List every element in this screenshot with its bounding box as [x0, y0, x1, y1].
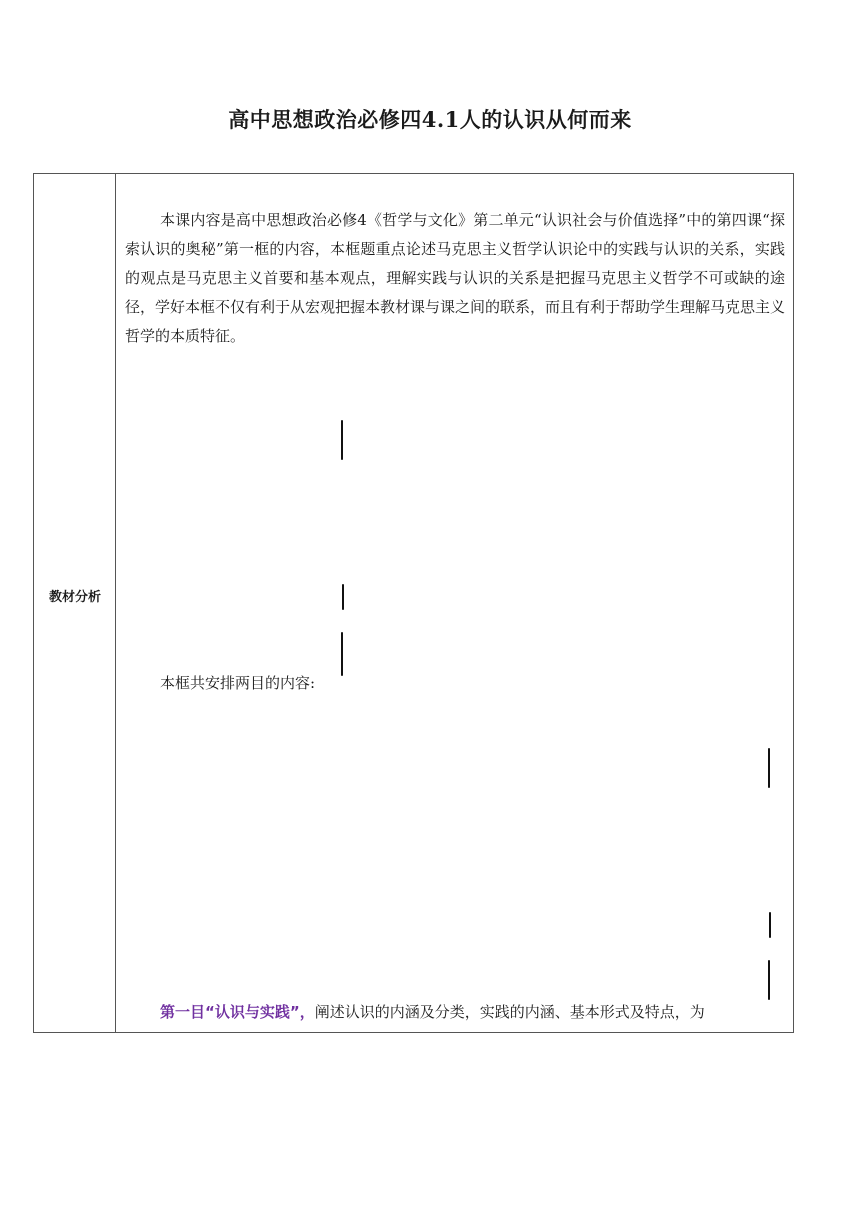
- content-cell: [116, 174, 793, 1032]
- diagram-placeholder-mark: [342, 584, 344, 610]
- intro-paragraph: 本课内容是高中思想政治必修4《哲学与文化》第二单元“认识社会与价值选择”中的第四课“探索认识的奥秘”第一框的内容，本框题重点论述马克思主义哲学认识论中的实践与认识的关系，实践的观点是马克思主义首要和基本观点，理解实践与认识的关系是把握马克思主义哲学不可或缺的途径，学好本框不仅有利于从宏观把握本教材课与课之间的联系，而且有利于帮助学生理解马克思主义哲学的本质特征。: [125, 211, 786, 345]
- first-item-heading: 第一目“认识与实践”，: [160, 1003, 315, 1021]
- diagram-placeholder-mark: [768, 748, 770, 788]
- row-label: 教材分析: [48, 590, 101, 605]
- arrangement-paragraph: 本框共安排两目的内容:: [160, 674, 316, 692]
- diagram-placeholder-mark: [769, 912, 771, 938]
- page-title: 高中思想政治必修四4.1人的认识从何而来: [228, 107, 632, 132]
- diagram-placeholder-mark: [341, 420, 343, 460]
- row-label-cell: [34, 174, 116, 1032]
- lesson-table: [33, 173, 794, 1033]
- diagram-placeholder-mark: [768, 960, 770, 1000]
- first-item-paragraph: [125, 998, 785, 1027]
- first-item-text: 阐述认识的内涵及分类，实践的内涵、基本形式及特点，为: [314, 1003, 705, 1021]
